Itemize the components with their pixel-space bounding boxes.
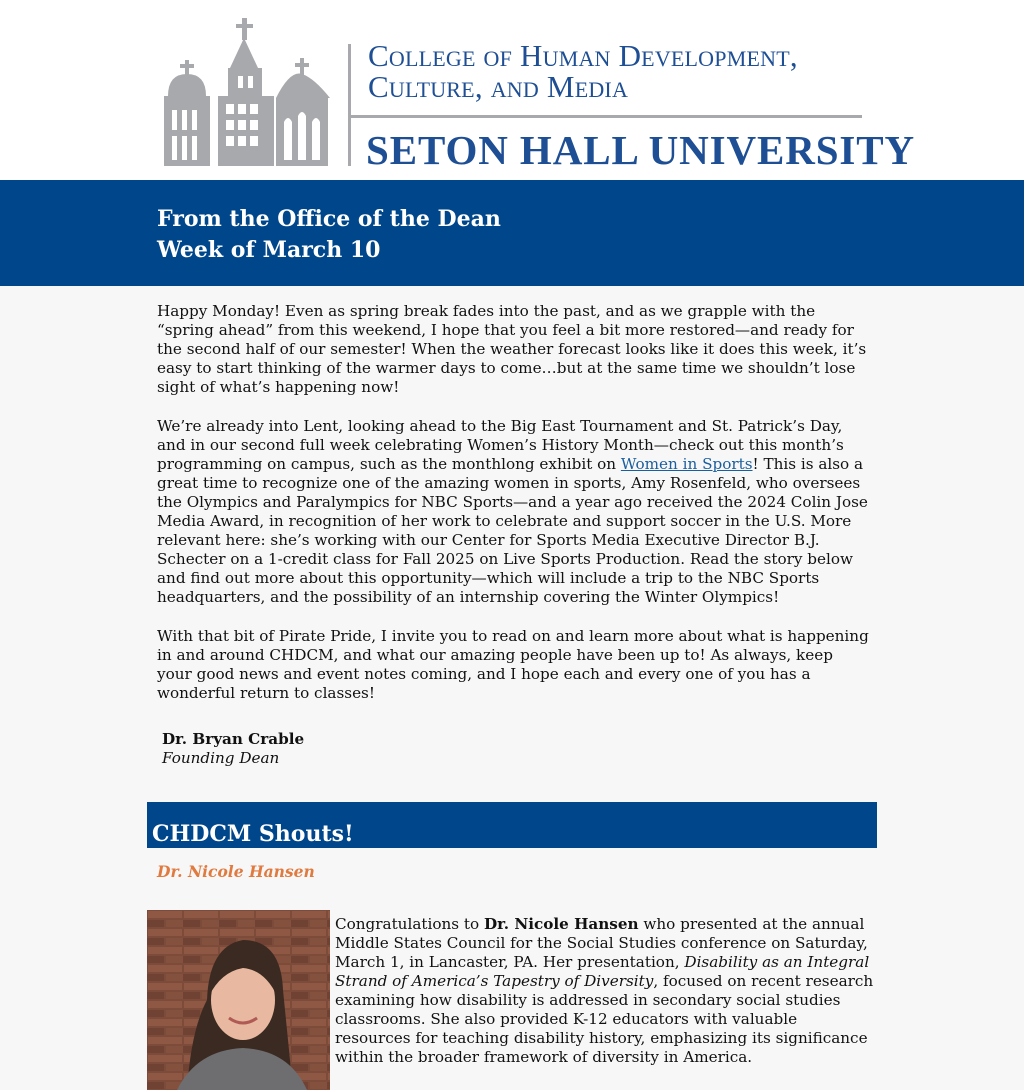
shouts-section-heading: CHDCM Shouts! (147, 802, 877, 848)
portrait-photo (147, 910, 330, 1090)
signature-name: Dr. Bryan Crable (162, 730, 305, 748)
church-logo-icon (160, 18, 332, 166)
college-name-line1: College of Human Development, (368, 38, 798, 73)
dean-banner (0, 180, 1024, 286)
women-in-sports-link[interactable]: Women in Sports (620, 455, 753, 473)
letter-paragraph-2-end: ! This is also a great time to recognize one of the amazing women in sports, Amy Rosenfeld, who oversees the Olympics and Paralympics for NBC Sports—and a year ago received the 2024 Colin Jose Media Award, in recognition of her work to celebrate and support soccer in the U.S. More relevant here: she’s working with our Center for Sports Media Executive Director B.J. Schecter on a 1-credit class for Fall 2025 on Live Sports Production. Read the story below and find out more about this opportunity—which will include a trip to the NBC Sports headquarters, and the possibility of an internship covering the Winter Olympics! (157, 455, 868, 606)
masthead (0, 0, 1024, 180)
banner-title: From the Office of the Dean (157, 206, 501, 232)
logo-rule (350, 115, 862, 118)
shout-text-name: Dr. Nicole Hansen (483, 915, 639, 933)
letter-paragraph-3: With that bit of Pirate Pride, I invite you to read on and learn more about what is happening in and around CHDCM, and what our amazing people have been up to! As always, keep your good news and event notes coming, and I hope each and every one of you has a wonderful return to classes! (157, 627, 869, 702)
college-name (368, 40, 798, 102)
letter-paragraph-1: Happy Monday! Even as spring break fades into the past, and as we grapple with the “spring ahead” from this weekend, I hope that you feel a bit more restored—and ready for the second half of our semester! When the weather forecast looks like it does this week, it’s easy to start thinking of the warmer days to come…but at the same time we shouldn’t lose sight of what’s happening now! (157, 302, 867, 396)
shout-item (147, 910, 1024, 1090)
signature-block (157, 730, 867, 768)
logo-divider (348, 44, 351, 166)
banner-week: Week of March 10 (157, 237, 381, 263)
shout-text-end: , focused on recent research examining how disability is addressed in secondary social studies classrooms. She also provided K-12 educators with valuable resources for teaching disability history, emphasizing its significance within the broader framework of diversity in America. (335, 972, 874, 1066)
letter-paragraph-2 (157, 417, 869, 607)
shout-text-start: Congratulations to (335, 915, 484, 933)
shout-person-name: Dr. Nicole Hansen (157, 862, 315, 881)
signature-title: Founding Dean (162, 749, 280, 767)
dean-letter (0, 302, 1024, 768)
university-name: SETON HALL UNIVERSITY (366, 127, 916, 173)
shout-text (335, 915, 875, 1067)
college-name-line2: Culture, and Media (368, 69, 629, 104)
presentation-title: Disability as an Integral Strand of America’s Tapestry of Diversity (335, 953, 870, 990)
shout-text-middle: who presented at the annual Middle States Council for the Social Studies conference on Saturday, March 1, in Lancaster, PA. Her presentation, (335, 915, 868, 971)
letter-paragraph-2-start: We’re already into Lent, looking ahead to the Big East Tournament and St. Patrick’s Day, and in our second full week celebrating Women’s History Month—check out this month’s programming on campus, such as the monthlong exhibit on (157, 417, 844, 473)
